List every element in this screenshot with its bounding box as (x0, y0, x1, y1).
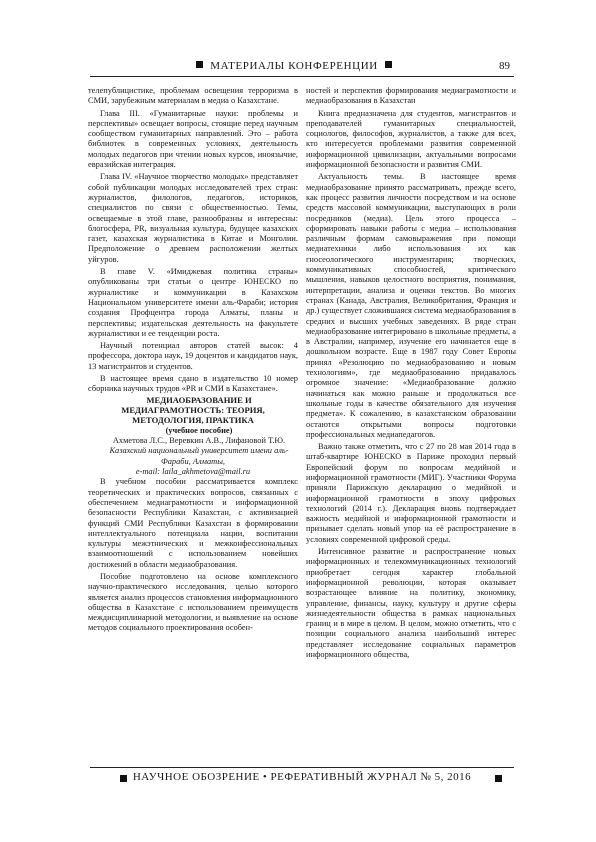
running-head (144, 60, 444, 72)
affiliation-text: Казахский национальный университет имени аль-Фараби, Алматы, (109, 446, 289, 466)
square-bullet-icon (196, 61, 203, 68)
paragraph: Глава IV. «Научное творчество молодых» представляет собой публикации молодых исследователей трех стран: журналистов, филологов, педагогов, историков, специалистов по связи с общественностью. Темы, освещаемые в этой главе, разнообразны и интересны: блогосфера, PR, визуальная культура, будущее казахских газет, казахская журналистика в Китае и Монголии. Предположение о древнем расположении желтых уйгуров. (88, 172, 298, 264)
author-email: e-mail: laila_akhmetova@mail.ru (135, 467, 251, 477)
paragraph: Важно также отметить, что с 27 по 28 мая 2014 года в штаб-квартире ЮНЕСКО в Париже проходил первый Европейский форум по вопросам медийной и информационной грамотности (МИГ). Участники Форума приняли Парижскую декларацию о медийной и информационной грамотности в эпоху цифровых технологий (2014 г.). Декларация вновь подтверждает важность медийной и информационной грамотности и призывает сделать новый упор на её распространение в условиях современной цифровой среды. (306, 442, 516, 544)
running-head-text: МАТЕРИАЛЫ КОНФЕРЕНЦИИ (210, 60, 378, 72)
paragraph: Пособие подготовлено на основе комплексного научно-практического исследования, целью которого является анализ процессов становления информационного общества в Казахстане с использованием преимуществ междисциплинарной методологии, и выявление на основе методов социального проектирования особен- (88, 571, 298, 633)
right-column (306, 86, 516, 660)
paragraph: телепублицистике, проблемам освещения терроризма в СМИ, зарубежным материалам в медиа о Казахстане. (88, 86, 298, 106)
page-footer (90, 767, 514, 784)
paragraph: Интенсивное развитие и распространение новых информационных и телекоммуникационных технологий приобретает сегодня характер глобальной информационной революции, которая оказывает возрастающее влияние на политику, экономику, управление, финансы, науку, культуру и другие сферы жизнедеятельности общества в рамках национальных границ и в мире в целом. В целом, можно отметить, что с позиции социального анализа наибольший интерес представляет исследование социальных параметров информационного общества, (306, 547, 516, 660)
paragraph: В учебном пособии рассматривается комплекс теоретических и практических вопросов, связанных с обеспечением медиаграмотности и информационной безопасности Республики Казахстан, с активизацией функций СМИ Республики Казахстан в формировании интеллектуального потенциала нации, воспитании культуры межэтнических и межконфессиональных взаимоотношений с использованием новейших достижений в области медиаобразования. (88, 477, 298, 569)
paragraph: В настоящее время сдано в издательство 10 номер сборника научных трудов «PR и СМИ в Казахстане». (88, 374, 298, 394)
article-affiliation (88, 446, 298, 477)
journal-title: НАУЧНОЕ ОБОЗРЕНИЕ • РЕФЕРАТИВНЫЙ ЖУРНАЛ № 5, 2016 (132, 771, 472, 783)
square-bullet-icon (385, 61, 392, 68)
paragraph: Актуальность темы. В настоящее время медиаобразование принято рассматривать, прежде всего, как процесс развития личности посредством и на основе средств массовой коммуникации, выступающих в роли посредников (медиа). Цель этого процесса – сформировать навыки работы с медиа – использования различным формам самовыражения при помощи медиатехники либо использования их как гносеологического инструментария; творческих, коммуникативных способностей, критического мышления, навыков целостного восприятия, понимания, интерпретации, анализа и оценки текстов. Во многих странах (Канада, Австралия, Великобритания, Франция и др.) существует сложившаяся система медиаобразования в средних и высших учебных заведениях. В ряде стран медиаобразование интегрировано в школьные предметы, а в Австралии, например, изучение его начинается еще в дошкольном возрасте. Еще в 1987 году Совет Европы принял «Резолюцию по медиаобразованию и новым технологиям», где медиаобразованию придавалось огромное значение: «Медиаобразование должно начинаться как можно раньше и продолжаться все школьные годы в качестве обязательного для изучения предмета». К сожалению, в казахстанском образовании остаются открытыми вопросы подготовки профессиональных медиапедагогов. (306, 172, 516, 439)
paragraph: Глава III. «Гуманитарные науки: проблемы и перспективы» освещает вопросы, стоящие перед научным сообществом гуманитарных направлений. Это – работа библиотек в современных условиях, деятельность молодых педагогов при чтении новых курсов, иноязычие, евразийская интеграция. (88, 108, 298, 170)
paragraph: Научный потенциал авторов статей высок: 4 профессора, доктора наук, 19 доцентов и кандидатов наук, 13 магистрантов и студентов. (88, 341, 298, 371)
article-subtitle: (учебное пособие) (165, 425, 233, 435)
square-bullet-icon (495, 775, 502, 782)
paragraph: ностей и перспектив формирования медиаграмотности и медиаобразования в Казахстан (306, 86, 516, 106)
paragraph: В главе V. «Имиджевая политика страны» опубликованы три статьи о центре ЮНЕСКО по журналистике и коммуникации в Казахском Национальном университете имени аль-Фараби; история создания Профцентра города Алматы, планы и перспективы; издательская деятельность на факультете журналистики и ее тенденции роста. (88, 267, 298, 338)
page-number: 89 (499, 60, 510, 72)
paragraph: Книга предназначена для студентов, магистрантов и преподавателей гуманитарных специальностей, социологов, философов, журналистов, а также для всех, кто интересуется проблемами развития современной информационной цивилизации, актуальными вопросами информационной безопасности и развития СМИ. (306, 108, 516, 170)
article-title: МЕДИАОБРАЗОВАНИЕ И МЕДИАГРАМОТНОСТЬ: ТЕОРИЯ, МЕТОДОЛОГИЯ, ПРАКТИКА (121, 394, 265, 426)
left-column (88, 86, 298, 634)
article-authors: Ахметова Л.С., Веревкин А.В., Лифановой Т.Ю. (112, 436, 286, 446)
page-header (90, 58, 514, 77)
